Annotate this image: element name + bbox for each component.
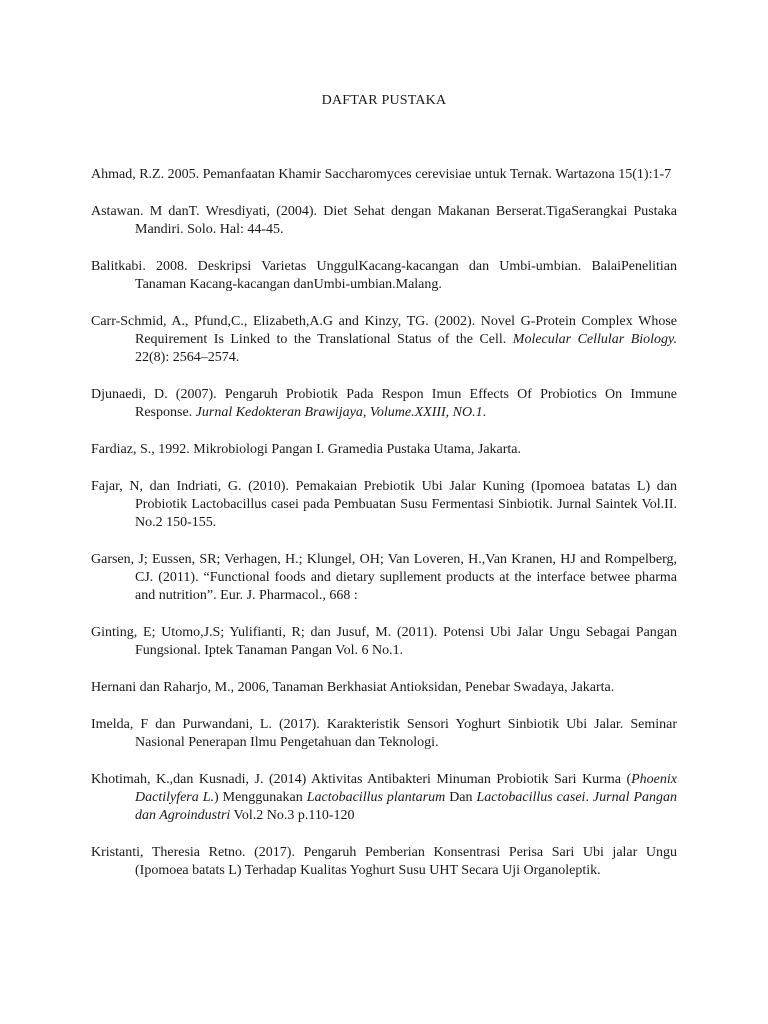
reference-italic-text: Lactobacillus plantarum xyxy=(306,790,446,805)
reference-entry xyxy=(91,478,677,532)
reference-text: Fajar, N, dan Indriati, G. (2010). Pemakaian Prebiotik Ubi Jalar Kuning (Ipomoea batatas L) dan Probiotik Lactobacillus casei pada Pembuatan Susu Fermentasi Sinbiotik. Jurnal Saintek Vol.II. No.2 150-155. xyxy=(91,479,677,530)
reference-text: 22(8): 2564–2574. xyxy=(135,350,240,365)
reference-text: Garsen, J; Eussen, SR; Verhagen, H.; Klungel, OH; Van Loveren, H.,Van Kranen, HJ and Rompelberg, CJ. (2011). “Functional foods and dietary supllement products at the interface betwee pharma and nutrition”. Eur. J. Pharmacol., 668 : xyxy=(91,552,677,603)
reference-entry xyxy=(91,203,677,239)
page-title: DAFTAR PUSTAKA xyxy=(321,93,447,108)
reference-text: Imelda, F dan Purwandani, L. (2017). Karakteristik Sensori Yoghurt Sinbiotik Ubi Jalar. Seminar Nasional Penerapan Ilmu Pengetahuan dan Teknologi. xyxy=(91,717,677,750)
reference-list xyxy=(91,166,677,899)
reference-entry xyxy=(91,624,677,660)
reference-entry xyxy=(91,441,677,459)
reference-text: Balitkabi. 2008. Deskripsi Varietas UnggulKacang-kacangan dan Umbi-umbian. BalaiPenelitian Tanaman Kacang-kacangan danUmbi-umbian.Malang. xyxy=(91,259,677,292)
reference-entry xyxy=(91,258,677,294)
reference-text: ) Menggunakan xyxy=(214,790,307,805)
reference-text: . xyxy=(482,405,487,420)
reference-entry xyxy=(91,771,677,825)
reference-text: Kristanti, Theresia Retno. (2017). Pengaruh Pemberian Konsentrasi Perisa Sari Ubi jalar Ungu (Ipomoea batats L) Terhadap Kualitas Yoghurt Susu UHT Secara Uji Organoleptik. xyxy=(91,845,677,878)
reference-text: Fardiaz, S., 1992. Mikrobiologi Pangan I. Gramedia Pustaka Utama, Jakarta. xyxy=(91,442,522,457)
reference-entry xyxy=(91,313,677,367)
reference-text: Ginting, E; Utomo,J.S; Yulifianti, R; dan Jusuf, M. (2011). Potensi Ubi Jalar Ungu Sebagai Pangan Fungsional. Iptek Tanaman Pangan Vol. 6 No.1. xyxy=(91,625,677,658)
reference-italic-text: Phoenix Dactilyfera L. xyxy=(135,772,677,805)
reference-text: Djunaedi, D. (2007). Pengaruh Probiotik Pada Respon Imun Effects Of Probiotics On Immune Response. xyxy=(91,387,677,420)
reference-italic-text: Jurnal Pangan dan Agroindustri xyxy=(135,790,677,823)
reference-entry xyxy=(91,679,677,697)
reference-entry xyxy=(91,551,677,605)
reference-text: Hernani dan Raharjo, M., 2006, Tanaman Berkhasiat Antioksidan, Penebar Swadaya, Jakarta. xyxy=(91,680,615,695)
reference-entry xyxy=(91,716,677,752)
reference-entry xyxy=(91,166,677,184)
reference-text: Ahmad, R.Z. 2005. Pemanfaatan Khamir Saccharomyces cerevisiae untuk Ternak. Wartazona 15(1):1-7 xyxy=(91,167,672,182)
reference-italic-text: Molecular Cellular Biology. xyxy=(512,332,677,347)
reference-entry xyxy=(91,844,677,880)
reference-italic-text: Jurnal Kedokteran Brawijaya, Volume.XXIII, NO.1 xyxy=(195,405,483,420)
reference-text: Khotimah, K.,dan Kusnadi, J. (2014) Aktivitas Antibakteri Minuman Probiotik Sari Kurma ( xyxy=(91,772,632,787)
reference-text: Astawan. M danT. Wresdiyati, (2004). Diet Sehat dengan Makanan Berserat.TigaSerangkai Pustaka Mandiri. Solo. Hal: 44-45. xyxy=(91,204,677,237)
reference-text: Carr-Schmid, A., Pfund,C., Elizabeth,A.G and Kinzy, TG. (2002). Novel G-Protein Complex Whose Requirement Is Linked to the Translational Status of the Cell. xyxy=(91,314,677,347)
reference-italic-text: Lactobacillus casei xyxy=(476,790,586,805)
reference-entry xyxy=(91,386,677,422)
reference-text: . xyxy=(585,790,593,805)
reference-text: Vol.2 No.3 p.110-120 xyxy=(230,808,355,823)
reference-text: Dan xyxy=(445,790,477,805)
